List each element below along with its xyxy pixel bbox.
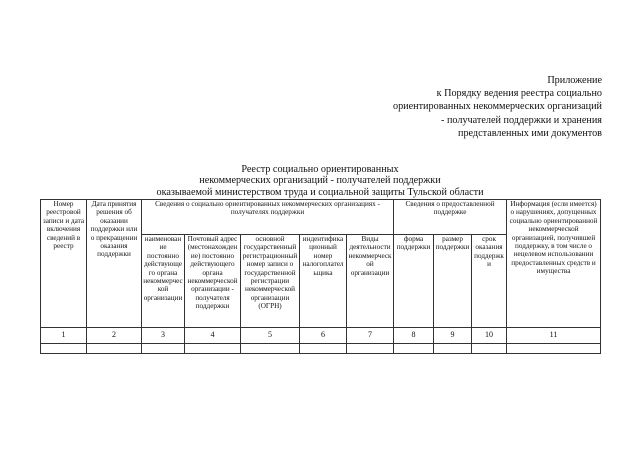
appendix-line: ориентированных некоммерческих организаций (392, 101, 602, 113)
empty-data-row (41, 344, 601, 354)
header-record-number: Номер реестровой записи и дата включения сведений в реестр (41, 200, 87, 328)
document-title (0, 164, 640, 198)
header-violations-info: Информация (если имеется) о нарушениях, допущенных социально ориентированной некоммерческой организацией, получившей поддержку, в том числе о нецелевом использовании предоставленных средств и имущества (507, 200, 601, 328)
appendix-line: - получателей поддержки и хранения (441, 114, 602, 126)
column-number: 6 (300, 328, 347, 344)
column-number: 7 (347, 328, 394, 344)
header-organization-info: Сведения о социально ориентированных некоммерческих организациях - получателях поддержки (142, 200, 394, 235)
empty-cell (434, 344, 472, 354)
header-activity-types: Виды деятельности некоммерческой организации (347, 235, 394, 328)
empty-cell (41, 344, 87, 354)
empty-cell (185, 344, 241, 354)
title-line: некоммерческих организаций - получателей поддержки (199, 175, 441, 187)
column-number: 10 (472, 328, 507, 344)
empty-cell (394, 344, 434, 354)
column-number: 2 (87, 328, 142, 344)
header-support-info: Сведения о предоставленной поддержке (394, 200, 507, 235)
empty-cell (87, 344, 142, 354)
column-number: 4 (185, 328, 241, 344)
header-decision-date: Дата принятия решения об оказании поддержки или о прекращении оказания поддержки (87, 200, 142, 328)
header-support-amount: размер поддержки (434, 235, 472, 328)
registry-table (40, 199, 601, 354)
empty-cell (300, 344, 347, 354)
appendix-line: Приложение (547, 75, 602, 86)
column-number: 1 (41, 328, 87, 344)
empty-cell (472, 344, 507, 354)
header-support-term: срок оказания поддержки (472, 235, 507, 328)
header-ogrn: основной государственный регистрационный номер записи о государственной регистрации некоммерческой организации (ОГРН) (241, 235, 300, 328)
column-number: 3 (142, 328, 185, 344)
column-number: 9 (434, 328, 472, 344)
empty-cell (507, 344, 601, 354)
empty-cell (142, 344, 185, 354)
header-org-name: наименование постоянно действующего органа некоммерческой организации (142, 235, 185, 328)
header-row-main (41, 200, 601, 235)
column-number-row (41, 328, 601, 344)
empty-cell (347, 344, 394, 354)
header-postal-address: Почтовый адрес (местонахождение) постоянно действующего органа некоммерческой организации - получателя поддержки (185, 235, 241, 328)
appendix-line: к Порядку ведения реестра социально (436, 88, 602, 100)
header-inn: индентификационный номер налогоплательщика (300, 235, 347, 328)
column-number: 11 (507, 328, 601, 344)
column-number: 5 (241, 328, 300, 344)
title-line: оказываемой министерством труда и социальной защиты Тульской области (156, 186, 484, 198)
title-line: Реестр социально ориентированных (241, 164, 399, 175)
appendix-line: представленных ими документов (458, 127, 602, 139)
header-support-form: форма поддержки (394, 235, 434, 328)
column-number: 8 (394, 328, 434, 344)
empty-cell (241, 344, 300, 354)
appendix-note (393, 74, 602, 140)
